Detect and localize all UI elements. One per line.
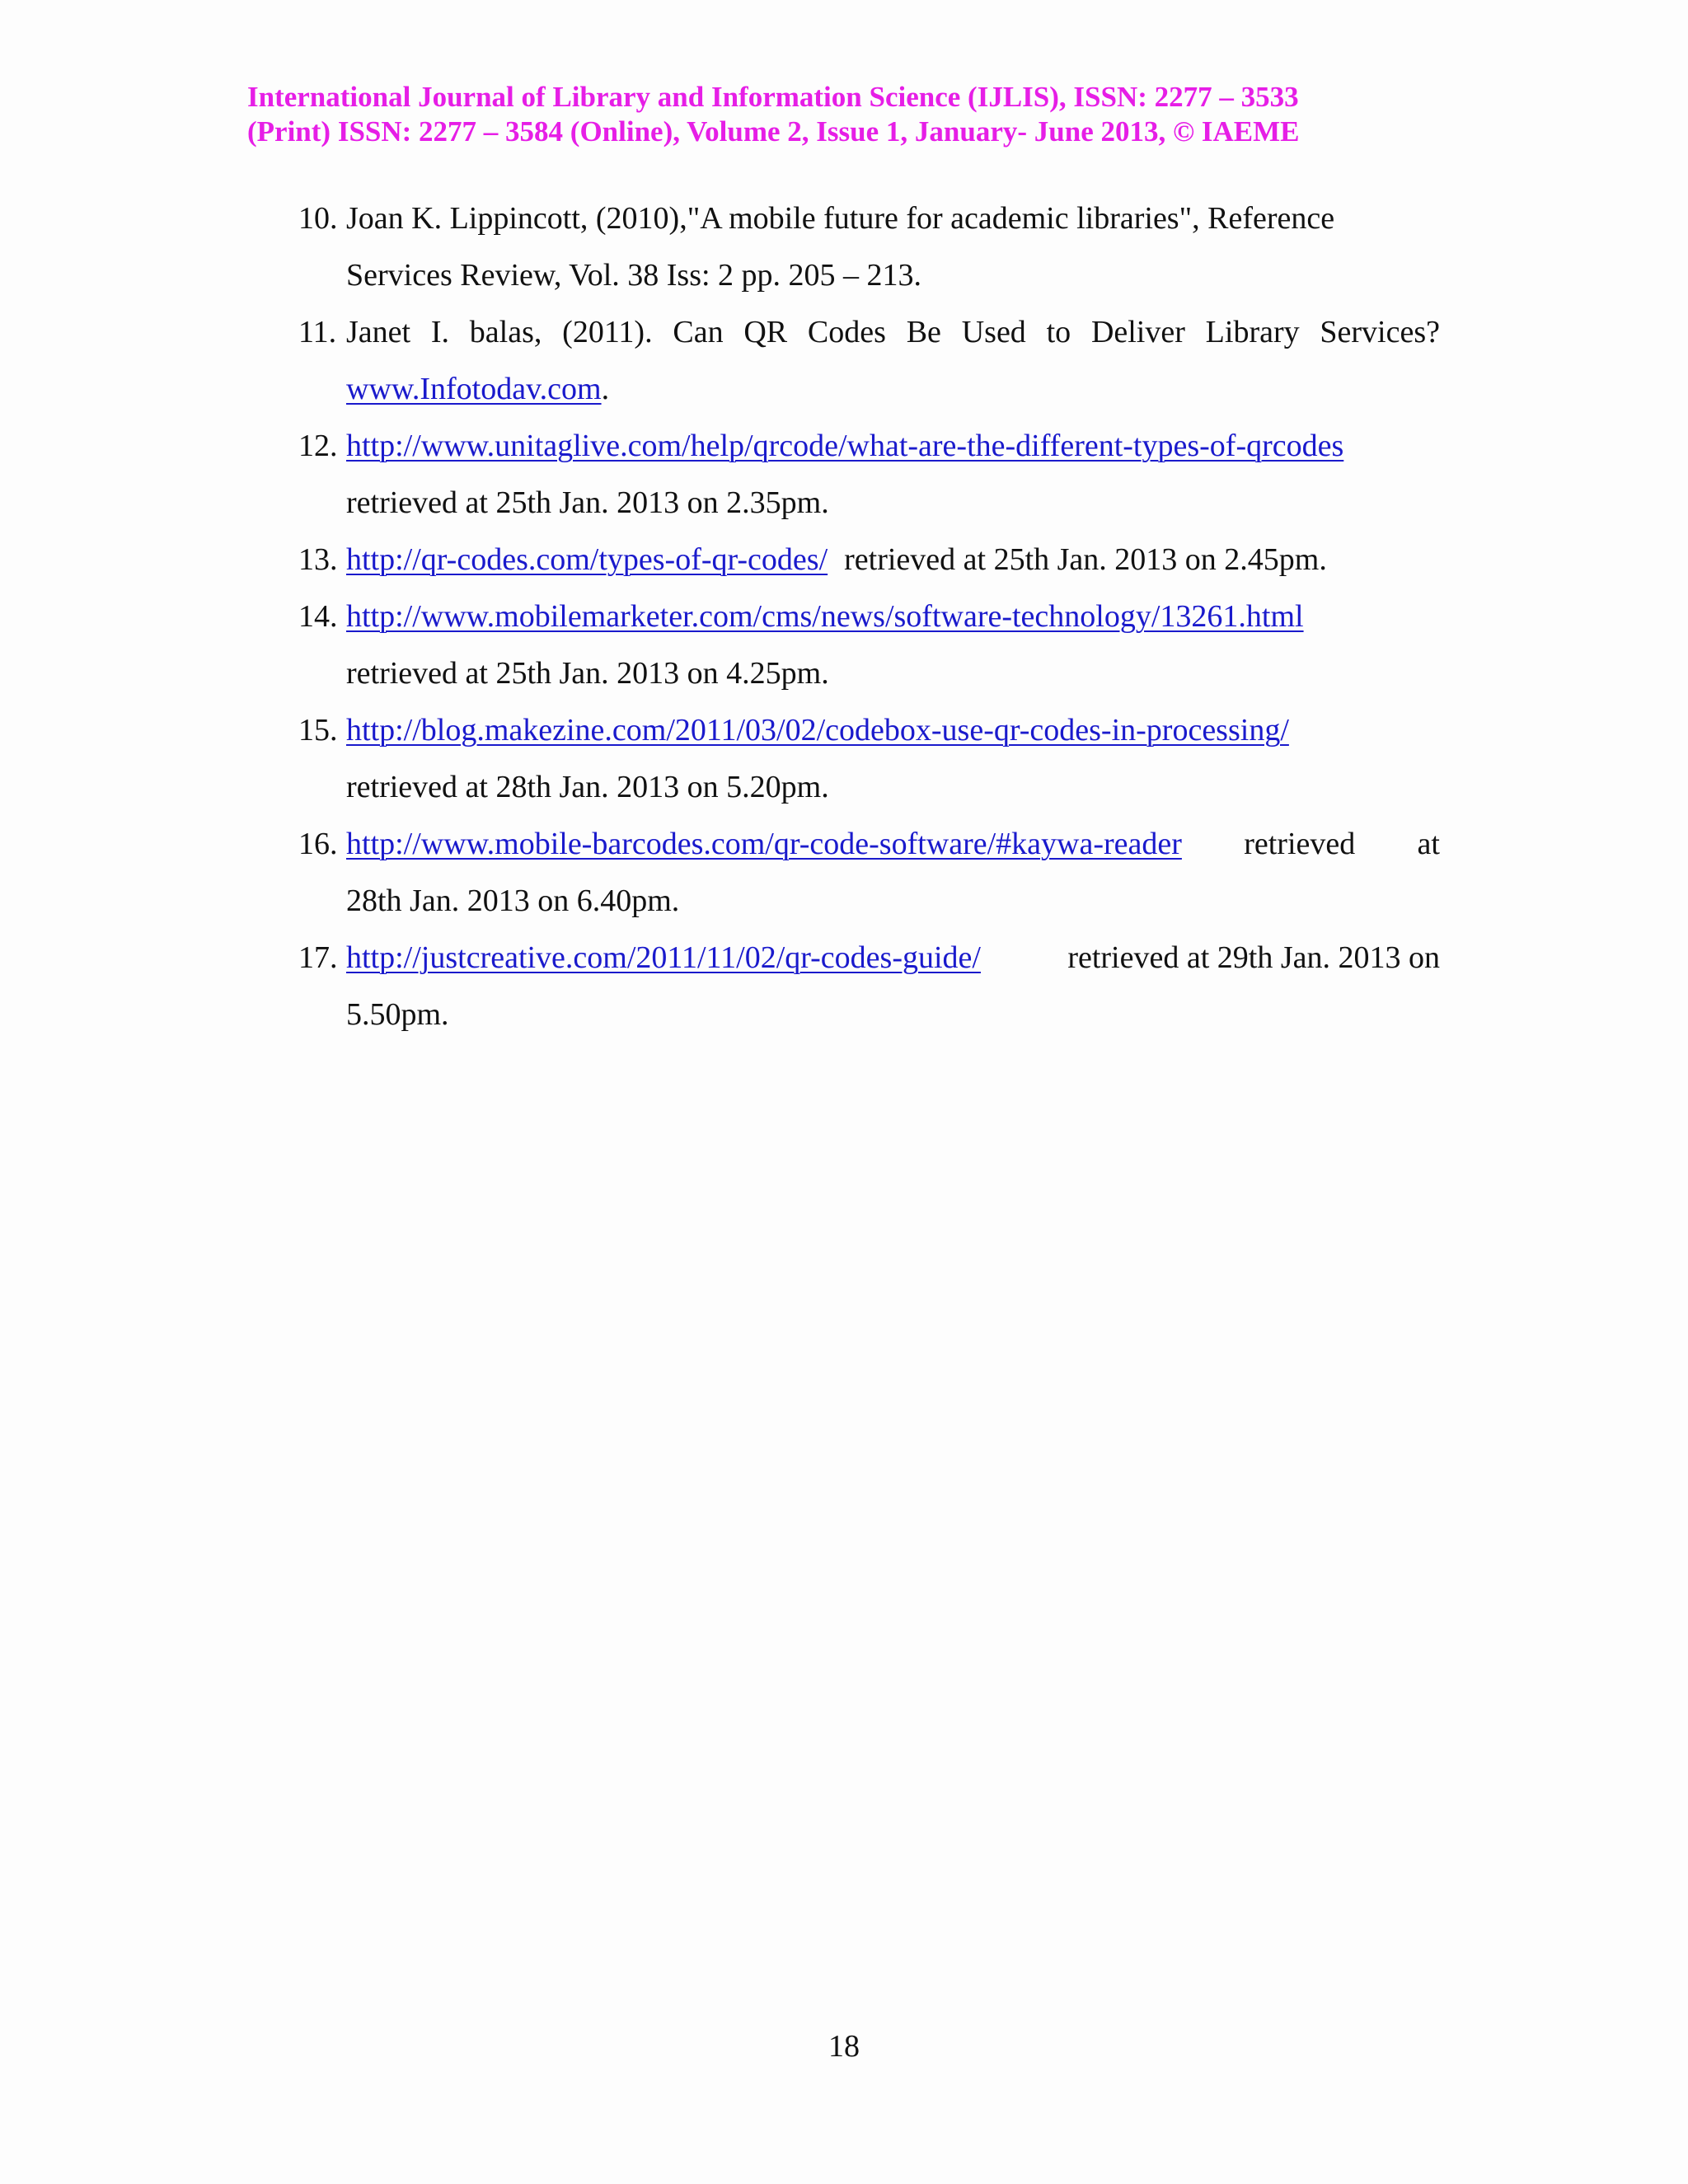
reference-text: retrieved at 25th Jan. 2013 on 2.45pm. [844, 542, 1327, 577]
reference-text: . [601, 372, 610, 406]
reference-link[interactable]: www.Infotodav.com [346, 372, 602, 406]
reference-number: 16. [298, 827, 338, 861]
reference-text: retrieved at 29th Jan. 2013 on [1067, 940, 1440, 975]
reference-text: Joan K. Lippincott, (2010),"A mobile future for academic libraries", Reference [346, 201, 1335, 236]
reference-text-line: retrieved at 25th Jan. 2013 on 4.25pm. [346, 656, 829, 691]
reference-text-line: Janet I. balas, (2011). Can QR Codes Be Used to Deliver Library Services? [346, 315, 1440, 349]
reference-text-line [346, 816, 1440, 873]
reference-number: 15. [298, 713, 338, 748]
reference-link[interactable]: http://www.mobilemarketer.com/cms/news/software-technology/13261.html [346, 599, 1304, 634]
reference-link[interactable]: http://justcreative.com/2011/11/02/qr-codes-guide/ [346, 940, 981, 975]
reference-item-14 [298, 588, 1440, 702]
reference-list [298, 190, 1440, 1043]
reference-item-10 [298, 190, 1440, 304]
reference-text-line: Services Review, Vol. 38 Iss: 2 pp. 205 – 213. [346, 258, 922, 293]
reference-item-15 [298, 702, 1440, 816]
reference-link[interactable]: http://qr-codes.com/types-of-qr-codes/ [346, 542, 828, 577]
reference-link[interactable]: http://www.unitaglive.com/help/qrcode/what-are-the-different-types-of-qrcodes [346, 429, 1344, 463]
reference-item-16 [298, 816, 1440, 930]
reference-text-line [346, 532, 1440, 588]
reference-text: retrieved [1244, 827, 1356, 861]
reference-text: at [1417, 827, 1440, 861]
reference-text-line [346, 190, 1440, 247]
reference-number: 14. [298, 599, 338, 634]
reference-link[interactable]: http://blog.makezine.com/2011/03/02/codebox-use-qr-codes-in-processing/ [346, 713, 1289, 748]
reference-text-line: retrieved at 28th Jan. 2013 on 5.20pm. [346, 770, 829, 804]
reference-text-line [346, 361, 1440, 418]
reference-text-line: 28th Jan. 2013 on 6.40pm. [346, 883, 680, 918]
reference-text-line [346, 930, 1440, 987]
reference-text-line [346, 702, 1440, 759]
reference-item-17 [298, 930, 1440, 1043]
reference-text-line [346, 588, 1440, 645]
journal-header-line-1: International Journal of Library and Information Science (IJLIS), ISSN: 2277 – 3533 [247, 81, 1299, 113]
journal-header-line-2: (Print) ISSN: 2277 – 3584 (Online), Volume 2, Issue 1, January- June 2013, © IAEME [247, 115, 1300, 148]
reference-number: 10. [298, 201, 338, 236]
reference-link[interactable]: http://www.mobile-barcodes.com/qr-code-software/#kaywa-reader [346, 827, 1182, 861]
reference-item-11 [298, 304, 1440, 418]
reference-text-line [346, 418, 1440, 475]
reference-number: 12. [298, 429, 338, 463]
reference-item-12 [298, 418, 1440, 532]
reference-number: 13. [298, 542, 338, 577]
reference-item-13 [298, 532, 1440, 588]
journal-header [247, 80, 1451, 149]
reference-text-line: retrieved at 25th Jan. 2013 on 2.35pm. [346, 485, 829, 520]
reference-number: 11. [298, 315, 337, 349]
reference-number: 17. [298, 940, 338, 975]
page-number: 18 [828, 2029, 860, 2064]
reference-text-line: 5.50pm. [346, 997, 449, 1032]
